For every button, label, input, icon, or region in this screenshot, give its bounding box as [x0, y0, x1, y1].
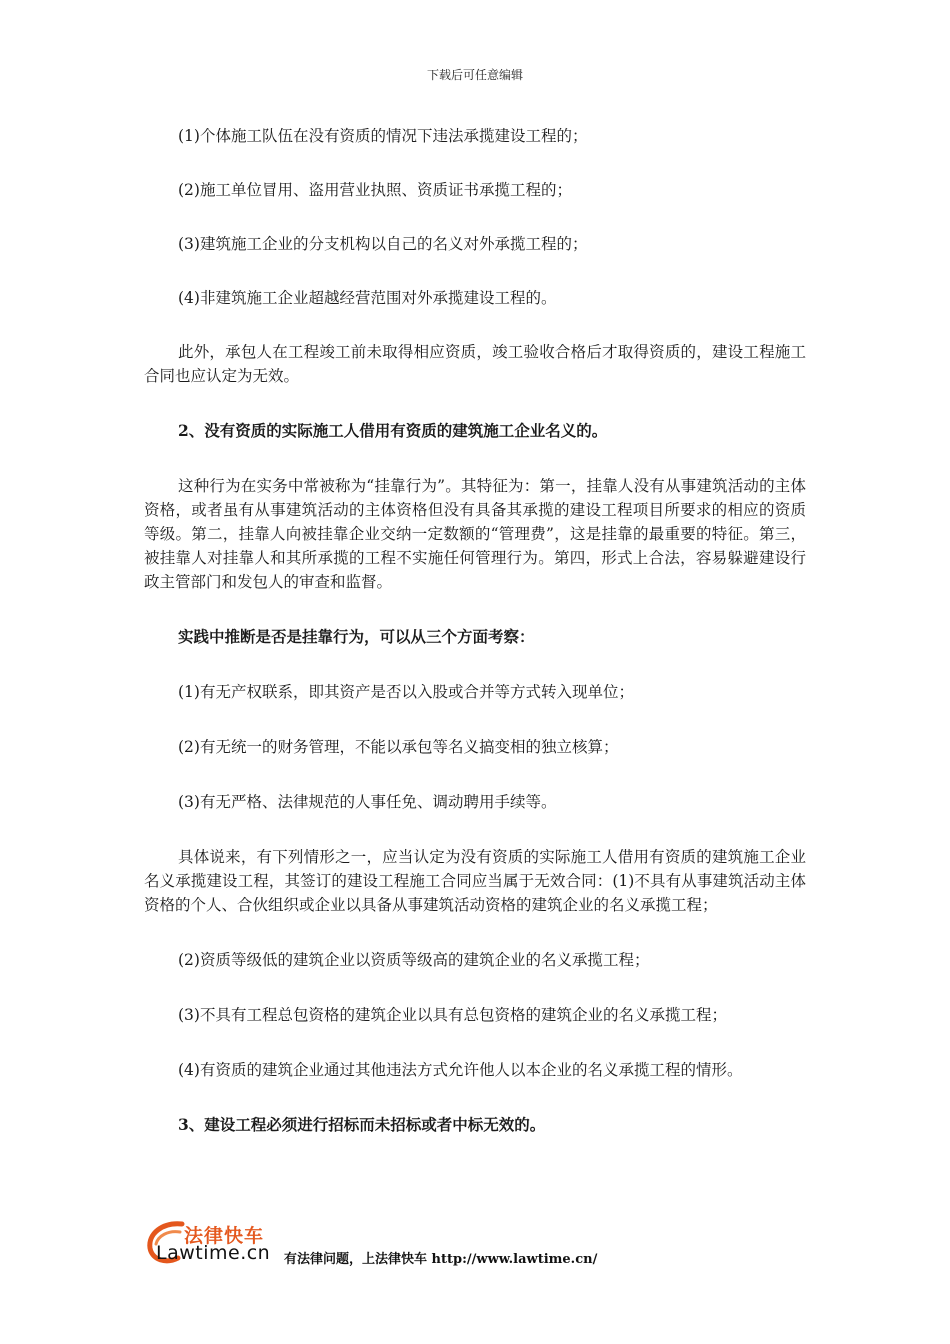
- document-body: [144, 124, 806, 1137]
- aspect-item-2: (2)有无统一的财务管理，不能以承包等名义搞变相的独立核算；: [178, 738, 619, 756]
- logo-chinese-text: 法律快车: [184, 1225, 265, 1247]
- aspect-item-3: (3)有无严格、法律规范的人事任免、调动聘用手续等。: [178, 793, 557, 811]
- list-item-2: (2)施工单位冒用、盗用营业执照、资质证书承揽工程的；: [178, 181, 572, 199]
- list-item-3: (3)建筑施工企业的分支机构以自己的名义对外承揽工程的；: [178, 235, 588, 253]
- footer-slogan: 有法律问题，上法律快车 http://www.lawtime.cn/: [284, 1252, 598, 1267]
- case-item-2: (2)资质等级低的建筑企业以资质等级高的建筑企业的名义承揽工程；: [178, 951, 650, 969]
- paragraph-specific-cases: 具体说来，有下列情形之一，应当认定为没有资质的实际施工人借用有资质的建筑施工企业名义承揽建设工程，其签订的建设工程施工合同应当属于无效合同：(1)不具有从事建筑活动主体资格的个人、合伙组织或企业以具备从事建筑活动资格的建筑企业的名义承揽工程；: [144, 848, 806, 914]
- section-heading-2: 2、没有资质的实际施工人借用有资质的建筑施工企业名义的。: [178, 421, 608, 440]
- list-item-4: (4)非建筑施工企业超越经营范围对外承揽建设工程的。: [178, 289, 557, 307]
- logo-english-text: Lawtime.cn: [156, 1242, 271, 1264]
- lawtime-logo: [144, 1218, 284, 1268]
- paragraph-affiliation-behavior: 这种行为在实务中常被称为“挂靠行为”。其特征为：第一，挂靠人没有从事建筑活动的主体资格，或者虽有从事建筑活动的主体资格但没有具备其承揽的建设工程项目所要求的相应的资质等级。第二，挂靠人向被挂靠企业交纳一定数额的“管理费”，这是挂靠的最重要的特征。第三，被挂靠人对挂靠人和其所承揽的工程不实施任何管理行为。第四，形式上合法，容易躲避建设行政主管部门和发包人的审查和监督。: [144, 477, 806, 591]
- case-item-4: (4)有资质的建筑企业通过其他违法方式允许他人以本企业的名义承揽工程的情形。: [178, 1061, 743, 1079]
- case-item-3: (3)不具有工程总包资格的建筑企业以具有总包资格的建筑企业的名义承揽工程；: [178, 1006, 727, 1024]
- page-footer: [144, 1218, 806, 1268]
- page-header-note: 下载后可任意编辑: [426, 68, 523, 82]
- paragraph-qualification-note: 此外，承包人在工程竣工前未取得相应资质，竣工验收合格后才取得资质的，建设工程施工合同也应认定为无效。: [144, 343, 806, 385]
- aspect-item-1: (1)有无产权联系，即其资产是否以入股或合并等方式转入现单位；: [178, 683, 634, 701]
- list-item-1: (1)个体施工队伍在没有资质的情况下违法承揽建设工程的；: [178, 127, 588, 145]
- section-heading-3: 3、建设工程必须进行招标而未招标或者中标无效的。: [178, 1115, 546, 1134]
- subheading-three-aspects: 实践中推断是否是挂靠行为，可以从三个方面考察：: [178, 627, 535, 646]
